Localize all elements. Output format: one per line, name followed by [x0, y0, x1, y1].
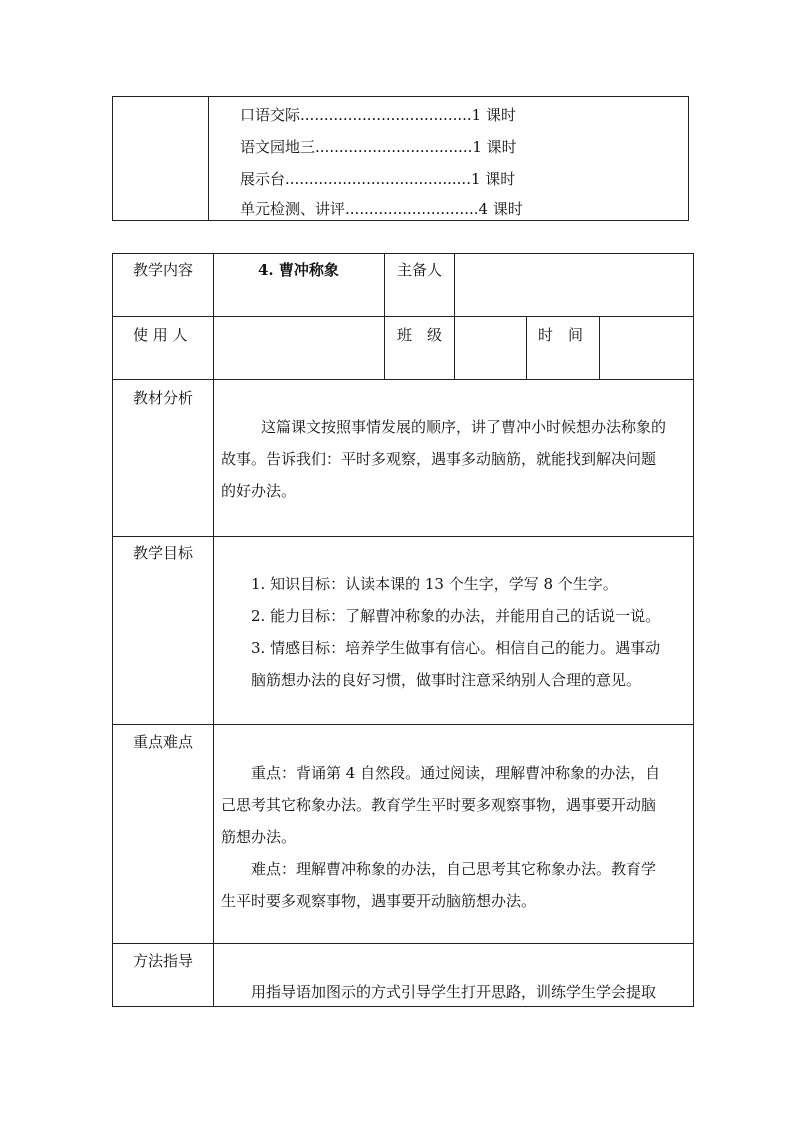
- schedule-item-name: 展示台: [240, 170, 286, 188]
- preparer-label: 主备人: [397, 261, 443, 279]
- lesson-plan-table: [112, 253, 694, 1007]
- column-divider: [526, 316, 527, 379]
- label-column-divider: [213, 254, 214, 1006]
- schedule-table-divider: [208, 97, 209, 220]
- method-label: 方法指导: [133, 952, 194, 970]
- schedule-item: [240, 137, 517, 157]
- row-divider: [113, 316, 693, 317]
- goal-line: 1. 知识目标：认读本课的 13 个生字，学写 8 个生字。: [251, 575, 618, 593]
- schedule-item-name: 语文园地三: [240, 138, 316, 156]
- method-text: [221, 976, 691, 1008]
- key-point-line: 己思考其它称象办法。教育学生平时要多观察事物，遇事要开动脑: [221, 796, 657, 814]
- key-point-line: 生平时要多观察事物，遇事要开动脑筋想办法。: [221, 892, 537, 910]
- goal-line: 3. 情感目标：培养学生做事有信心。相信自己的能力。遇事动: [251, 639, 661, 657]
- analysis-label: 教材分析: [133, 389, 194, 407]
- schedule-item: [240, 169, 515, 189]
- row-divider: [113, 724, 693, 725]
- key-point-line: 难点：理解曹冲称象的办法，自己思考其它称象办法。教育学: [251, 860, 657, 878]
- schedule-leader-dots: .................................: [315, 138, 473, 156]
- schedule-leader-dots: ....................................: [300, 106, 472, 124]
- schedule-item-name: 口语交际: [240, 106, 301, 124]
- analysis-text: [221, 411, 691, 507]
- analysis-line: 这篇课文按照事情发展的顺序，讲了曹冲小时候想办法称象的: [261, 418, 667, 436]
- schedule-table: [112, 96, 689, 221]
- schedule-item: [240, 199, 523, 219]
- column-divider: [384, 254, 385, 379]
- row-divider: [113, 943, 693, 944]
- goal-line: 脑筋想办法的良好习惯，做事时注意采纳别人合理的意见。: [251, 671, 642, 689]
- key-points-label: 重点难点: [133, 733, 194, 751]
- row-divider: [113, 379, 693, 380]
- key-point-line: 重点：背诵第 4 自然段。通过阅读，理解曹冲称象的办法，自: [251, 764, 661, 782]
- analysis-line: 的好办法。: [221, 482, 297, 500]
- time-label: 时 间: [538, 326, 584, 344]
- key-point-line: 筋想办法。: [221, 828, 297, 846]
- goal-line: 2. 能力目标：了解曹冲称象的办法，并能用自己的话说一说。: [251, 607, 661, 625]
- schedule-item: [240, 105, 516, 125]
- class-label: 班 级: [397, 326, 443, 344]
- column-divider: [454, 254, 455, 379]
- analysis-line: 故事。告诉我们：平时多观察，遇事多动脑筋，就能找到解决问题: [221, 450, 657, 468]
- schedule-item-hours: 4 课时: [478, 200, 523, 218]
- schedule-item-hours: 1 课时: [471, 106, 516, 124]
- method-line: 用指导语加图示的方式引导学生打开思路，训练学生学会提取: [251, 983, 657, 1001]
- column-divider: [599, 316, 600, 379]
- user-label: 使 用 人: [133, 326, 188, 344]
- schedule-leader-dots: .......................................: [285, 170, 471, 188]
- row-divider: [113, 536, 693, 537]
- schedule-item-name: 单元检测、讲评: [240, 200, 346, 218]
- content-label: 教学内容: [133, 261, 194, 279]
- schedule-item-hours: 1 课时: [472, 138, 517, 156]
- goals-text: [251, 568, 691, 696]
- lesson-title: 4. 曹冲称象: [258, 261, 339, 279]
- schedule-item-hours: 1 课时: [470, 170, 516, 188]
- schedule-leader-dots: ............................: [345, 200, 479, 218]
- goals-label: 教学目标: [133, 544, 194, 562]
- key-points-text: [221, 757, 691, 917]
